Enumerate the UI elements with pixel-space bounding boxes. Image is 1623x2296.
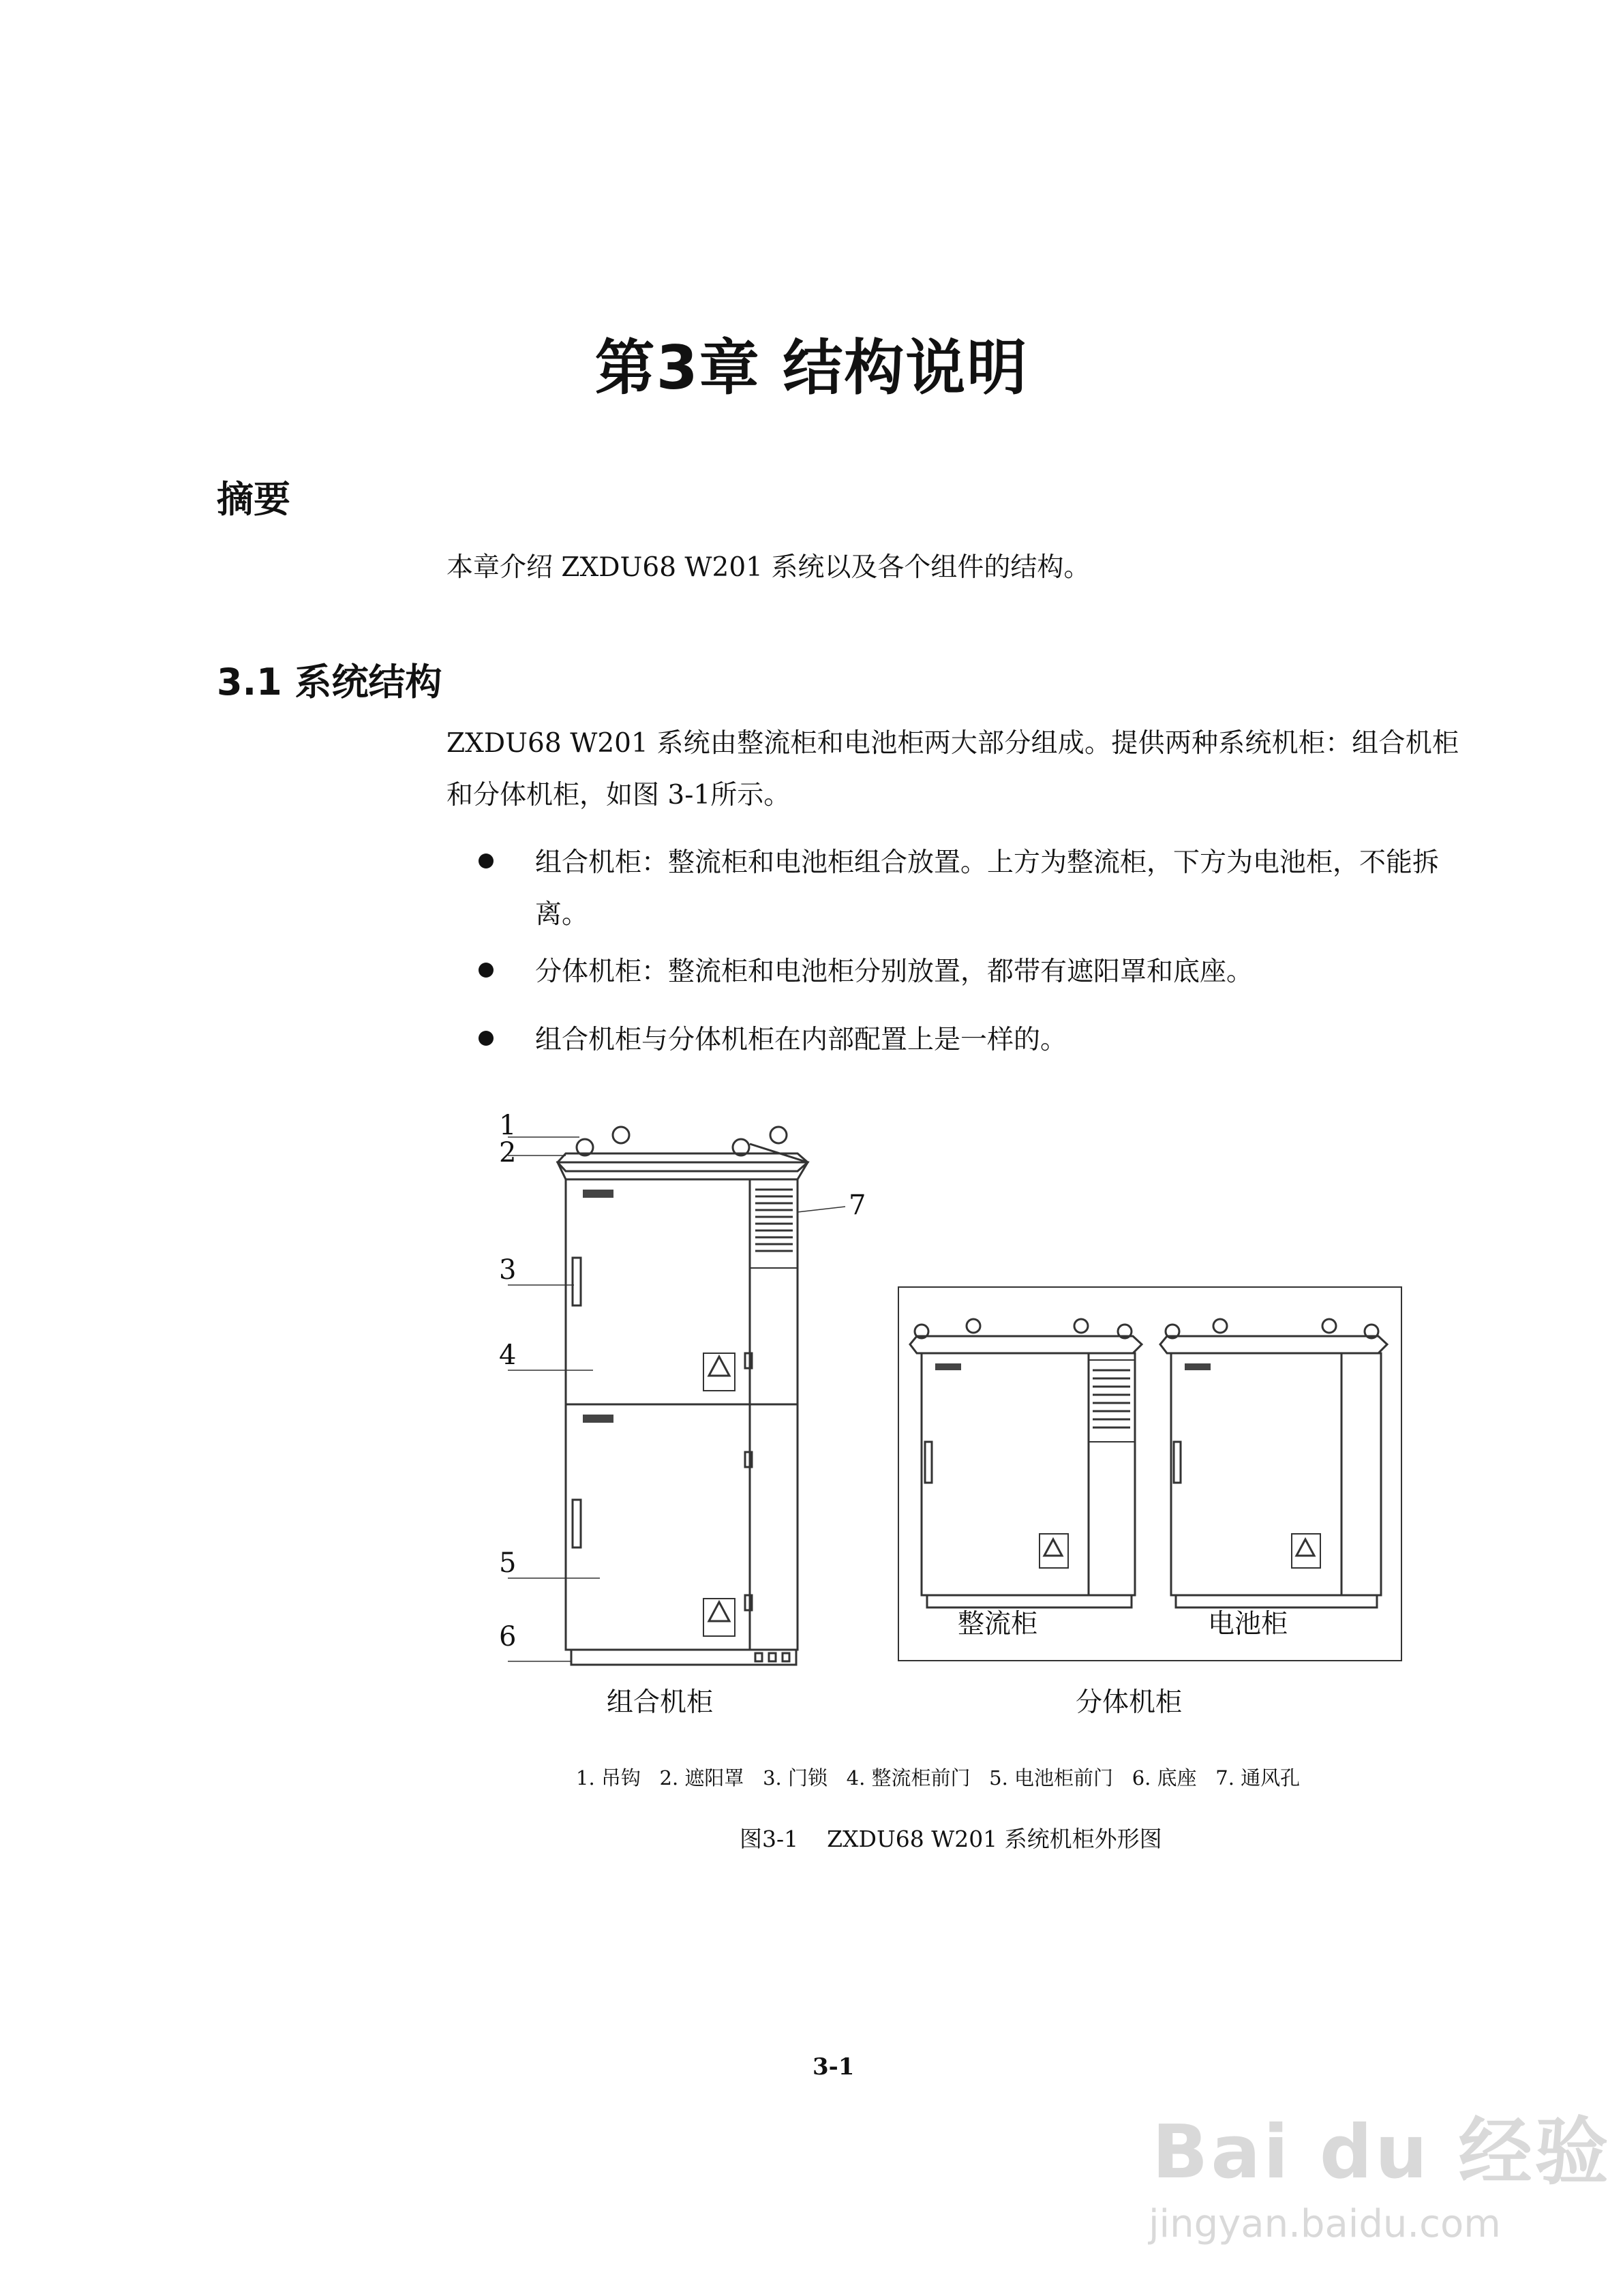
summary-heading: 摘要 [217, 478, 290, 521]
watermark-url: jingyan.baidu.com [1149, 2202, 1501, 2246]
callout-7: 7 [849, 1190, 866, 1221]
label-rectifier: 整流柜 [958, 1609, 1038, 1640]
label-combined-cabinet: 组合机柜 [607, 1687, 714, 1718]
label-split-cabinet: 分体机柜 [1076, 1687, 1183, 1718]
bullet-item-same: 组合机柜与分体机柜在内部配置上是一样的。 [535, 1025, 1067, 1055]
callout-5: 5 [499, 1547, 517, 1579]
page-number: 3-1 [813, 2053, 855, 2081]
section-heading: 3.1 系统结构 [217, 661, 442, 704]
chapter-title: 第3章 结构说明 [594, 333, 1029, 403]
callout-6: 6 [499, 1621, 517, 1652]
watermark-logo: Bai du 经验 [1152, 2110, 1611, 2195]
label-battery: 电池柜 [1208, 1609, 1288, 1640]
figure-caption: 图3-1 ZXDU68 W201 系统机柜外形图 [740, 1826, 1162, 1852]
bullet-item-combined: 组合机柜：整流柜和电池柜组合放置。上方为整流柜，下方为电池柜，不能拆离。 [535, 847, 1440, 930]
summary-text: 本章介绍 ZXDU68 W201 系统以及各个组件的结构。 [446, 552, 1091, 583]
callout-4: 4 [499, 1340, 517, 1371]
bullet-item-split: 分体机柜：整流柜和电池柜分别放置，都带有遮阳罩和底座。 [535, 956, 1254, 987]
callout-1: 1 [499, 1110, 517, 1141]
callout-2: 2 [499, 1137, 517, 1168]
figure-legend: 1. 吊钩 2. 遮阳罩 3. 门锁 4. 整流柜前门 5. 电池柜前门 6. 底座 7. 通风孔 [576, 1766, 1301, 1789]
callout-3: 3 [499, 1254, 517, 1286]
section-paragraph: ZXDU68 W201 系统由整流柜和电池柜两大部分组成。提供两种系统机柜：组合机柜和分体机柜，如图 3-1所示。 [446, 728, 1459, 811]
